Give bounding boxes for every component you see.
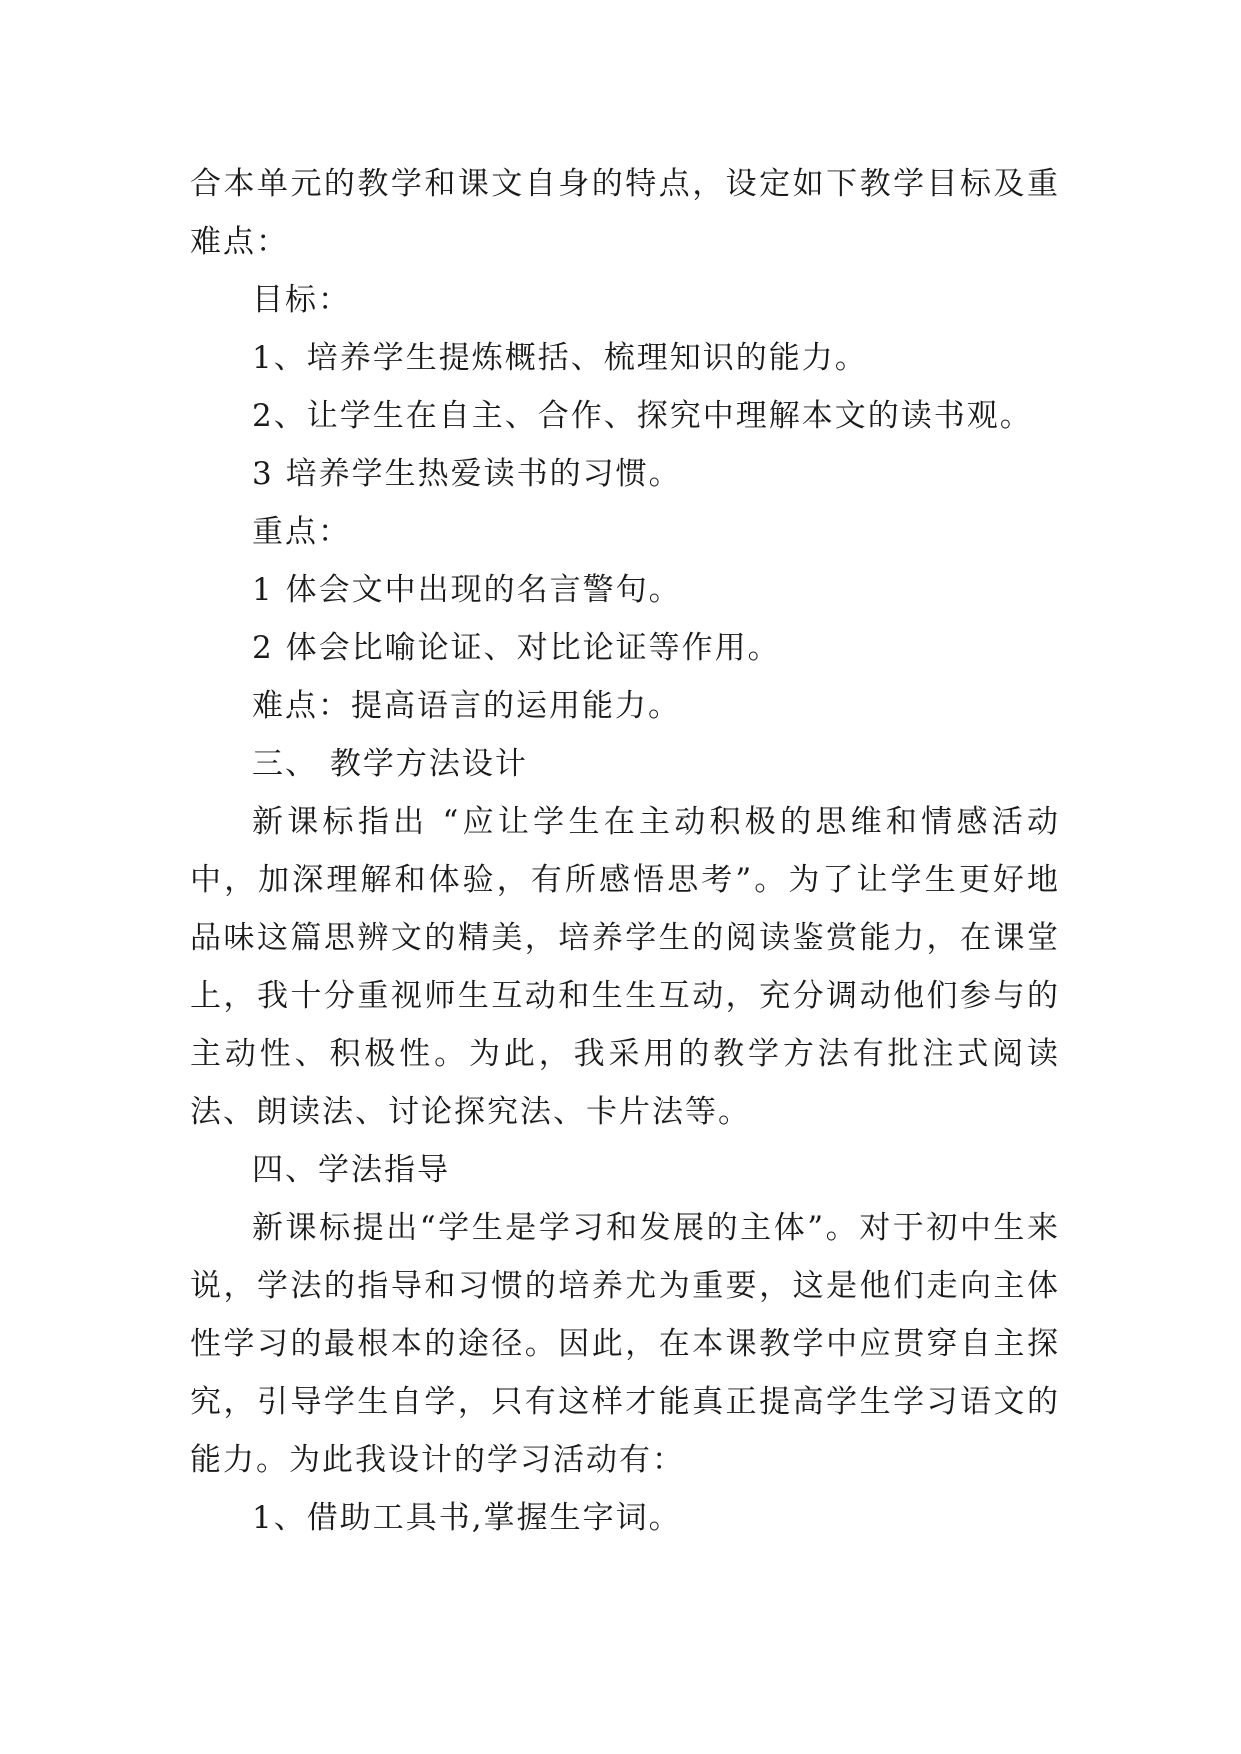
heading-key-points: 重点：: [252, 514, 351, 550]
objective-item-3: 3 培养学生热爱读书的习惯。: [252, 456, 682, 492]
paragraph-intro-continued: 合本单元的教学和课文自身的特点，设定如下教学目标及重难点：: [190, 166, 1060, 260]
activity-item-1: 1、借助工具书,掌握生字词。: [252, 1500, 682, 1536]
objective-item-2: 2、让学生在自主、合作、探究中理解本文的读书观。: [252, 398, 1033, 434]
objective-item-1: 1、培养学生提炼概括、梳理知识的能力。: [252, 340, 868, 376]
teaching-methods-paragraph: 新课标指出 “应让学生在主动积极的思维和情感活动中，加深理解和体验，有所感悟思考”。为了让学生更好地品味这篇思辨文的精美，培养学生的阅读鉴赏能力，在课堂上，我十分重视师生互动和生生互动，充分调动他们参与的主动性、积极性。为此，我采用的教学方法有批注式阅读法、朗读法、讨论探究法、卡片法等。: [190, 804, 1060, 1130]
section-heading-teaching-methods: 三、 教学方法设计: [252, 746, 528, 782]
section-heading-study-guidance: 四、学法指导: [252, 1152, 450, 1188]
document-body: [190, 155, 1060, 1547]
study-guidance-paragraph: 新课标提出“学生是学习和发展的主体”。对于初中生来说，学法的指导和习惯的培养尤为重要，这是他们走向主体性学习的最根本的途径。因此，在本课教学中应贯穿自主探究，引导学生自学，只有这样才能真正提高学生学习语文的能力。为此我设计的学习活动有：: [190, 1210, 1060, 1478]
key-point-item-1: 1 体会文中出现的名言警句。: [252, 572, 682, 608]
key-point-item-2: 2 体会比喻论证、对比论证等作用。: [252, 630, 781, 666]
difficulty-paragraph: 难点：提高语言的运用能力。: [252, 688, 681, 724]
heading-objectives: 目标：: [252, 282, 351, 318]
